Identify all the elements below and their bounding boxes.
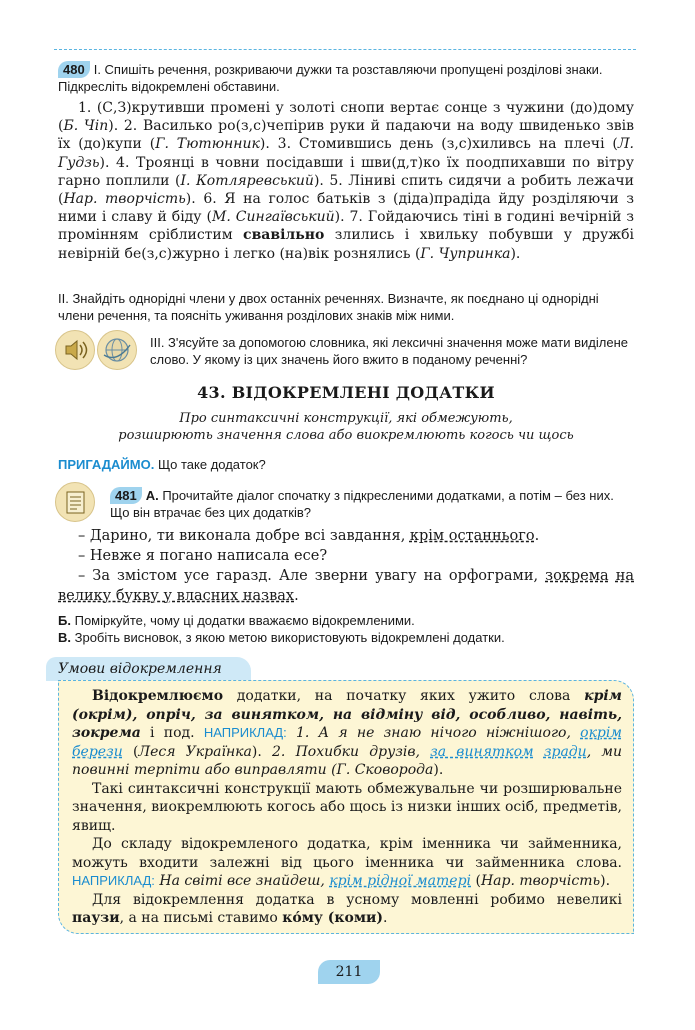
exercise-481-task-b <box>58 612 634 629</box>
highlighted-word: свавільно <box>243 227 325 244</box>
speaker-icon <box>55 330 95 370</box>
text: – За змістом усе гаразд. Але зверни увагу на орфограми, <box>78 568 546 584</box>
rules-tab: Умови відокремлення <box>46 657 251 681</box>
exercise-480-task-3: ІІІ. З'ясуйте за допомогою словника, які лексичні значення може мати виділене слово. У якому із цих значень його вжито в поданому реченні? <box>150 335 629 367</box>
rules-text: Відокремлюємо додатки, на початку яких ужито слова крім (окрім), опріч, за винятком, на відміну від, особливо, навіть, зокрема і под. НАПРИКЛАД: 1. А я не знаю нічого ніжнішого, окрім берези (Леся Українка). 2. Похибки друзів, за винятком зради, ми повинні терпіти або виправляти (Г. Сковорода). Такі синтаксичні конструкції мають обмежувальне чи розширювальне значення, виокремлюють когось або щось із низки інших осіб, предметів, явищ. До складу відокремленого додатка, крім іменника чи займенника, можуть входити залежні від цього іменника чи займенника слова. НАПРИКЛАД: На світі все знайдеш, крім рідної матері (Нар. творчість). Для відокремлення додатка в усному мовленні робимо невеликі паузи, а на письмі ставимо ко́му (коми). <box>72 688 622 926</box>
sentence-7-rest: злились і хвильку побувши у дружбі невірній бе(з,с)журно і легко (на)вік рознялись ( <box>58 227 634 262</box>
key-words: крім (окрім), опріч, за винятком, на відміну від, особливо, навіть, зокрема <box>72 688 622 741</box>
sentence-2: 2. Василько ро(з,с)чепірив руки й падаючи на воду швиденько звів їх (до)купи ( <box>58 118 634 153</box>
sentence-3: 3. Стомившись день (з,с)хиливсь на плечі ( <box>277 136 618 153</box>
underlined-object: за винятком <box>430 743 534 760</box>
example-text: На світі все знайдеш, <box>154 873 330 889</box>
task-text: Прочитайте діалог спочатку з підкресленими додатками, а потім – без них. Що він втрачає без цих додатків? <box>110 488 614 520</box>
task-text: Зробіть висновок, з якою метою використовують відокремлені додатки. <box>74 630 505 645</box>
bold-term: Відокремлюємо <box>92 688 224 704</box>
sentence-4: 4. Троянці в човни посідавши і шви(д,т)ко їх поодпихавши по вітру гарно поплили ( <box>58 154 634 189</box>
source: Нар. творчість <box>63 191 186 208</box>
task-label: А. <box>145 488 159 503</box>
task-label: Б. <box>58 613 71 628</box>
sentence-1: 1. (С,З)крутивши промені у золоті снопи вертає сонце з чужини (до)дому ( <box>58 100 634 135</box>
underlined-object: зради <box>543 743 587 760</box>
punct: ). <box>313 172 324 189</box>
source: Леся Українка <box>138 743 252 760</box>
task-text: Поміркуйте, чому ці додатки вважаємо відокремленими. <box>74 613 415 628</box>
underlined-object: на велику букву у власних назвах <box>58 568 635 604</box>
source: Л. Гудзь <box>58 136 635 171</box>
example-text: 2. Похибки друзів, <box>261 743 431 760</box>
example-label: НАПРИКЛАД: <box>72 873 155 888</box>
source: Г. Чупринка <box>420 245 511 262</box>
exercise-480-task-2: ІІ. Знайдіть однорідні члени у двох останніх реченнях. Визначте, як поєднано ці однорідні члени речення, та поясніть уживання розділових знаків між ними. <box>58 291 599 323</box>
text: Для відокремлення додатка в усному мовленні робимо невеликі <box>92 891 622 908</box>
rules-paragraph-2: Такі синтаксичні конструкції мають обмежувальне чи розширювальне значення, виокремлюють когось або щось із низки інших осіб, предметів, явищ. <box>72 780 622 834</box>
globe-dictionary-icon <box>97 330 137 370</box>
source: Г. Сковорода <box>336 762 434 778</box>
example-text: 1. А я не знаю нічого ніжнішого, <box>286 725 581 741</box>
punct: . <box>294 588 299 604</box>
source: М. Сингаївський <box>211 209 335 226</box>
notebook-icon <box>55 482 95 522</box>
top-divider <box>54 49 636 50</box>
task-label: В. <box>58 630 71 645</box>
text: і под. <box>140 725 204 741</box>
example-label: НАПРИКЛАД: <box>203 725 287 740</box>
punct: ). <box>108 118 119 135</box>
punct: ). <box>334 209 345 226</box>
text: – Дарино, ти виконала добре всі завдання, <box>78 528 410 544</box>
section-title: 43. ВІДОКРЕМЛЕНІ ДОДАТКИ <box>197 383 495 402</box>
dialog-line-2: – Невже я погано написала есе? <box>78 548 328 564</box>
exercise-481-task-c <box>58 629 634 646</box>
page-number: 211 <box>318 960 380 984</box>
exercise-number: 480 <box>58 61 90 78</box>
dialog-line-1 <box>78 526 634 546</box>
exercise-480-sentences <box>58 99 634 263</box>
exercise-480-task <box>58 61 634 95</box>
recall-text: Що таке додаток? <box>157 457 266 472</box>
underlined-object: крім рідної матері <box>329 873 472 889</box>
punct: ). <box>185 191 196 208</box>
underlined-object: зокрема <box>545 568 609 584</box>
source: Г. Тютюнник <box>155 136 260 153</box>
exercise-number: 481 <box>110 487 142 504</box>
sentence-5: 5. Ліниві спить сидячи а робить лежачи ( <box>58 172 634 208</box>
punct: ). <box>259 136 270 153</box>
dialog-line-3 <box>58 566 634 606</box>
section-subtitle-1: Про синтаксичні конструкції, які обмежують, <box>179 411 513 426</box>
source: І. Котляревський <box>180 172 314 189</box>
sentence-6: 6. Я на голос батьків з (діда)прадіда йду розділяючи з ними і славу й біду ( <box>58 191 634 226</box>
recall-label: ПРИГАДАЙМО. <box>58 457 155 472</box>
source: Б. Чіп <box>63 118 109 135</box>
punct: ). <box>510 245 521 262</box>
source: Нар. творчість <box>480 873 601 889</box>
bold-term: ко́му (коми) <box>282 910 383 926</box>
example-text: , ми повинні терпіти або виправляти ( <box>72 743 622 778</box>
bold-term: паузи <box>72 910 120 926</box>
task-text: І. Спишіть речення, розкриваючи дужки та розставляючи пропущені розділові знаки. Підкресліть відокремлені обставини. <box>58 62 603 94</box>
punct: . <box>382 910 388 926</box>
sentence-7: 7. Гойдаючись тіні в годині вечірній з промінням сріблистим <box>58 209 635 244</box>
section-subtitle-2: розширюють значення слова або виокремлюють когось чи щось <box>118 428 574 443</box>
text: додатки, на початку яких ужито слова <box>223 688 585 704</box>
punct: . <box>534 528 540 544</box>
underlined-object: крім останнього <box>409 528 535 544</box>
rules-paragraph-3: До складу відокремленого додатка, крім іменника чи займенника, можуть входити залежні від цього іменника чи займенника слова. <box>72 836 622 871</box>
recall-question <box>58 456 634 473</box>
text: , а на письмі ставимо <box>119 910 283 926</box>
exercise-481-task-a <box>110 487 634 521</box>
underlined-object: окрім берези <box>72 725 622 760</box>
punct: ). <box>99 154 110 171</box>
